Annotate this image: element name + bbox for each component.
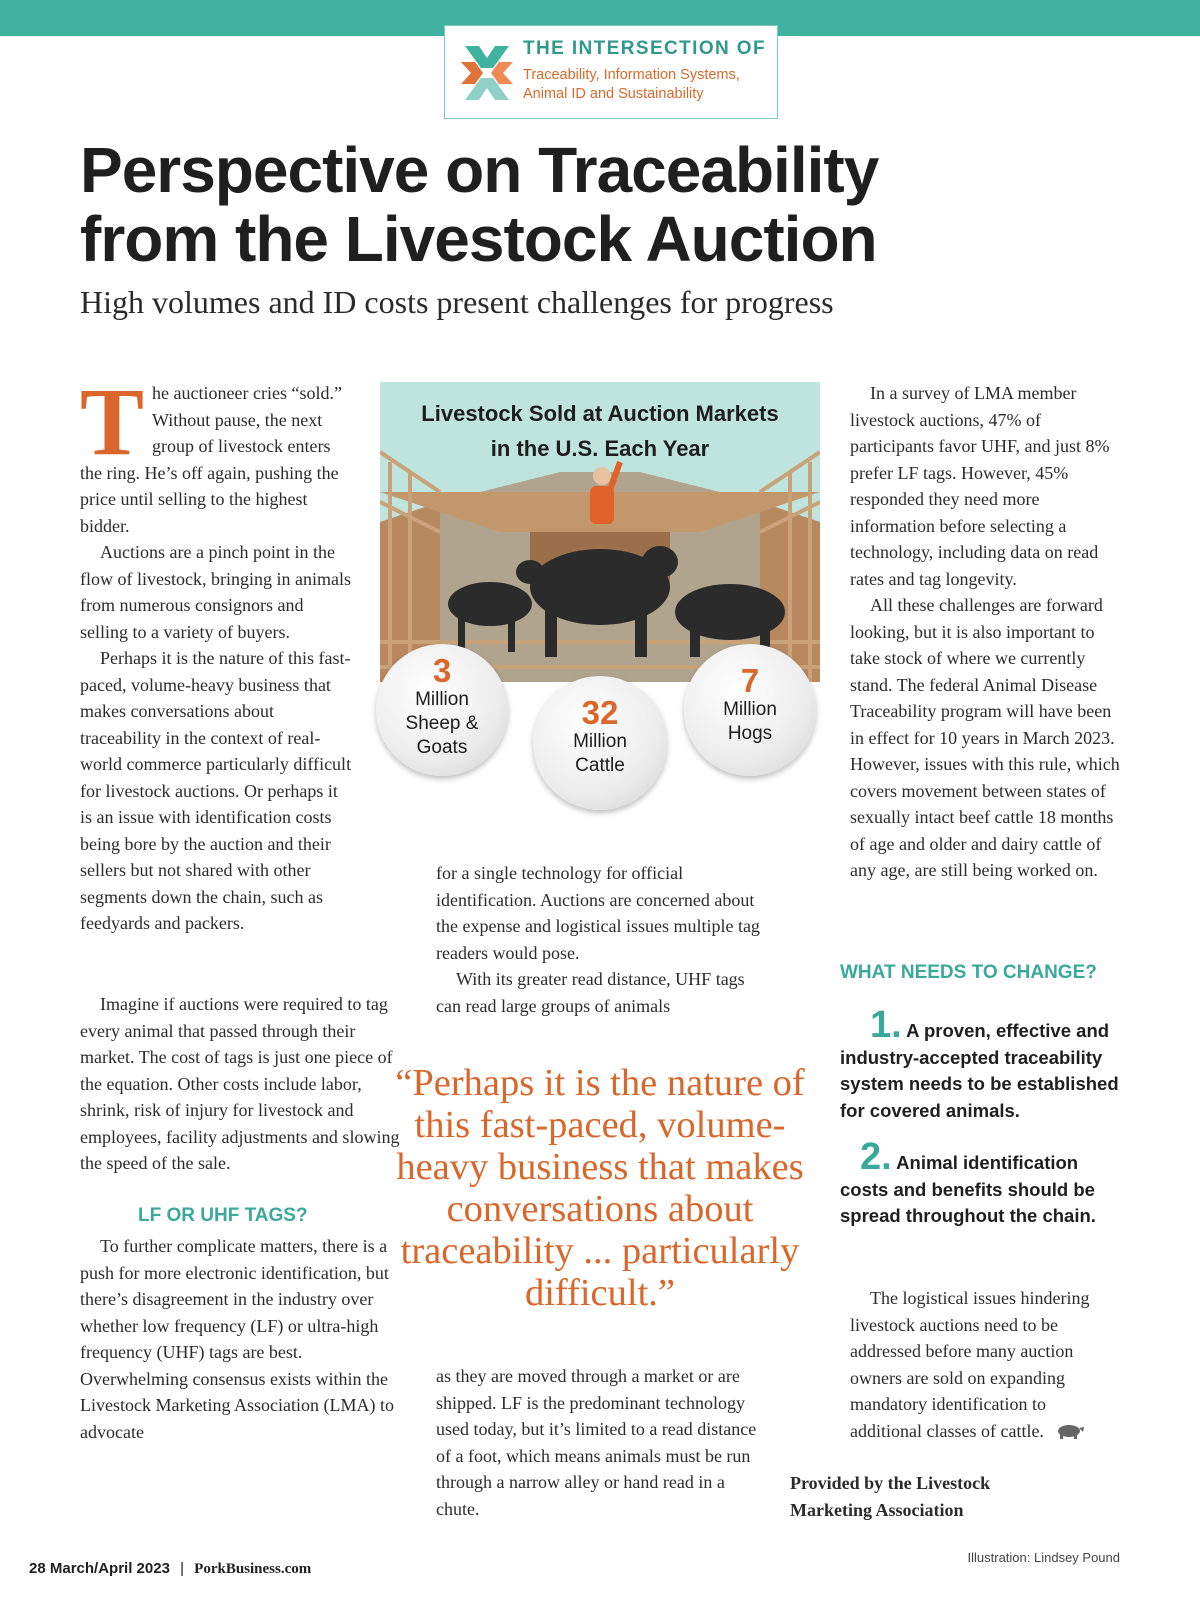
paragraph: as they are moved through a market or are shipped. LF is the predominant technology used today, but it’s limited to a read distance of a foot, which means animals must be run through a narrow alley or hand read in a chute. (436, 1366, 757, 1519)
need-number: 1. (870, 1004, 902, 1046)
website: PorkBusiness.com (194, 1561, 312, 1577)
infographic-title (380, 396, 820, 466)
need-number: 2. (860, 1136, 892, 1178)
drop-cap: T (80, 368, 145, 475)
stat-value: 32 (581, 694, 619, 731)
column-1-lower (80, 991, 410, 1445)
provided-by-line-2: Marketing Association (790, 1499, 964, 1520)
paragraph: All these challenges are forward looking, but it is also important to take stock of where we currently stand. The federal Animal Disease Traceability program will have been in effect for 10 years in March 2023. However, issues with this rule, which covers movement between states of sexually intact beef cattle 18 months of age and older and dairy cattle of any age, are still being worked on. (850, 595, 1120, 880)
stat-label: Hogs (727, 723, 773, 744)
subhead: High volumes and ID costs present challenges for progress (80, 284, 834, 320)
stat-value: 7 (740, 662, 760, 699)
banner-subtitle-line-2: Animal ID and Sustainability (523, 86, 704, 102)
paragraph: In a survey of LMA member livestock auctions, 47% of participants favor UHF, and just 8% prefer LF tags. However, 45% responded they need more information before selecting a technology, including data on read rates and tag longevity. (850, 383, 1110, 589)
section-heading-lf-uhf: LF OR UHF TAGS? (138, 1204, 308, 1226)
paragraph: for a single technology for official identification. Auctions are concerned about the expense and logistical issues multiple tag readers would pose. (436, 863, 760, 963)
infographic-title-line-2: in the U.S. Each Year (490, 436, 710, 461)
page-footer (29, 1560, 311, 1578)
column-3-middle (790, 592, 1120, 884)
intersection-logo-icon (459, 40, 515, 106)
column-3-lower (790, 1285, 1120, 1523)
need-item-2 (840, 1136, 1130, 1230)
need-item-1 (840, 1004, 1130, 1124)
section-heading-what-needs-to-change: WHAT NEEDS TO CHANGE? (840, 962, 1097, 983)
paragraph (790, 1285, 1120, 1444)
infographic-title-line-1: Livestock Sold at Auction Markets (421, 401, 779, 426)
stat-label: Sheep & (405, 713, 479, 734)
need-text: A proven, effective and industry-accepted traceability system needs to be established for covered animals. (840, 1020, 1119, 1121)
provided-by (790, 1470, 1120, 1523)
headline: Perspective on Traceability from the Livestock Auction (80, 134, 879, 275)
stat-circle-cattle (533, 676, 667, 810)
stat-label: Million (415, 689, 469, 710)
stat-label: Million (723, 699, 777, 720)
paragraph: With its greater read distance, UHF tags can read large groups of animals (436, 969, 745, 1016)
section-banner (444, 25, 778, 119)
stat-label: Goats (416, 737, 468, 758)
banner-subtitle-line-1: Traceability, Information Systems, (523, 67, 740, 83)
footer-separator: | (180, 1560, 184, 1577)
paragraph: Imagine if auctions were required to tag every animal that passed through their market. The cost of tags is just one piece of the equation. Other costs include labor, shrink, risk of injury for livestock and employees, facility adjustments and slowing the speed of the sale. (80, 994, 400, 1173)
paragraph: he auctioneer cries “sold.” Without pause, the next group of livestock enters the ring. He’s off again, pushing the price until selling to the highest bidder. (80, 383, 342, 536)
banner-title: THE INTERSECTION OF (523, 38, 766, 59)
provided-by-line-1: Provided by the Livestock (790, 1473, 991, 1493)
column-1-upper (80, 368, 352, 937)
column-2-lower (436, 1363, 766, 1522)
stat-value: 3 (432, 652, 452, 689)
pull-quote: “Perhaps it is the nature of this fast-paced, volume-heavy business that makes conversations about traceability ... particularly difficult.” (395, 1062, 805, 1314)
column-3-upper (850, 380, 1120, 592)
banner-subtitle (523, 66, 740, 104)
stat-label: Cattle (575, 755, 625, 776)
illustration-credit: Illustration: Lindsey Pound (967, 1550, 1120, 1565)
paragraph: Auctions are a pinch point in the flow of livestock, bringing in animals from numerous consignors and selling to a variety of buyers. (80, 542, 351, 642)
stat-circle-sheep-goats (376, 644, 508, 776)
paragraph: To further complicate matters, there is a push for more electronic identification, but there’s disagreement in the industry over whether low frequency (LF) or ultra-high frequency (UHF) tags are best. Overwhelming consensus exists within the Livestock Marketing Association (LMA) to advocate (80, 1236, 394, 1442)
page-number: 28 (29, 1560, 46, 1577)
column-2-upper (436, 860, 766, 1019)
pig-end-mark-icon (1054, 1424, 1084, 1440)
stat-label: Million (573, 731, 627, 752)
paragraph: Perhaps it is the nature of this fast-paced, volume-heavy business that makes conversations about traceability in the context of real-world commerce particularly difficult for livestock auctions. Or perhaps it is an issue with identification costs being bore by the auction and their sellers but not shared with other segments down the chain, such as feedyards and packers. (80, 648, 352, 933)
needs-box (840, 962, 1130, 1230)
infographic-livestock-sold (380, 382, 820, 830)
paragraph-text: The logistical issues hindering livestock auctions need to be addressed before many auction owners are sold on expanding mandatory identification to additional classes of cattle. (850, 1288, 1090, 1441)
issue-date: March/April 2023 (49, 1560, 170, 1577)
need-text: Animal identification costs and benefits should be spread throughout the chain. (840, 1152, 1096, 1226)
